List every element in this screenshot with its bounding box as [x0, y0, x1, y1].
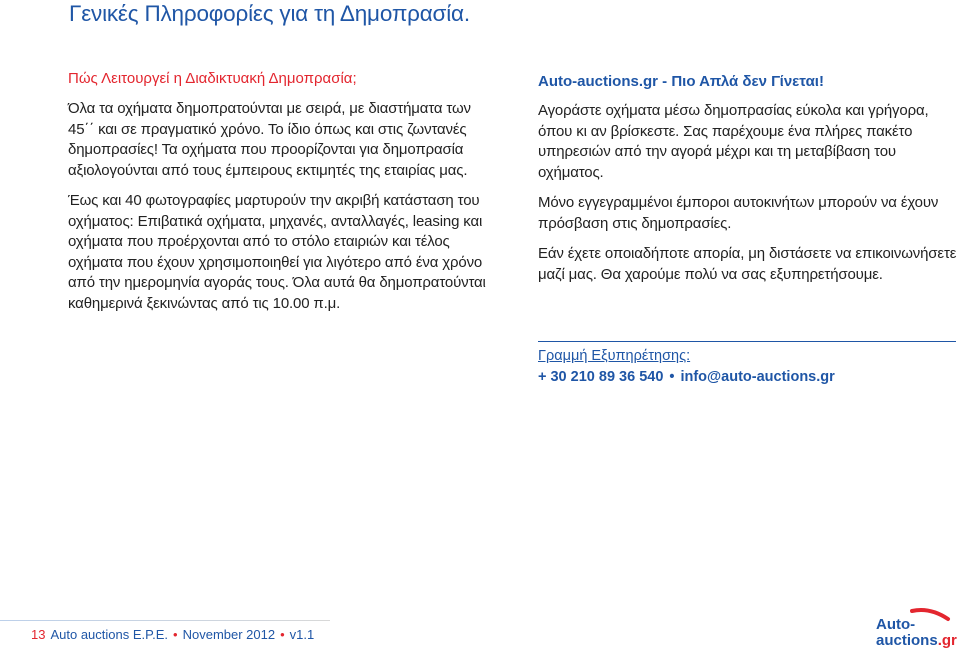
service-contact — [538, 367, 956, 387]
auto-auctions-logo — [872, 607, 957, 655]
right-paragraph-2: Μόνο εγγεγραμμένοι έμποροι αυτοκινήτων μπορούν να έχουν πρόσβαση στις δημοπρασίες. — [538, 194, 939, 232]
page-number: 13 — [31, 627, 46, 642]
right-column — [538, 73, 958, 295]
footer-bullet-2: • — [280, 627, 285, 642]
separator-dot: • — [669, 369, 675, 385]
right-paragraph-1: Αγοράστε οχήματα μέσω δημοπρασίας εύκολα και γρήγορα, όπου κι αν βρίσκεστε. Σας παρέχουμε ένα πλήρες πακέτο υπηρεσιών από την αγορά μέχρι και τη μεταβίβαση του οχήματος. — [538, 102, 929, 181]
auto-auctions-heading: Auto-auctions.gr - Πιο Απλά δεν Γίνεται! — [538, 73, 824, 90]
left-paragraph-1: Όλα τα οχήματα δημοπρατούνται με σειρά, με διαστήματα των 45΄΄ και σε πραγματικό χρόνο. Το ίδιο όπως και στις ζωντανές δημοπρασίες! Τα οχήματα που προορίζονται για δημοπρασία αξιολογούνται από τους έμπειρους εκτιμητές της εταιρίας μας. — [68, 100, 471, 179]
footer-divider — [0, 620, 330, 621]
logo-text-line2 — [876, 632, 957, 649]
phone-number[interactable]: + 30 210 89 36 540 — [538, 369, 664, 385]
page-title: Γενικές Πληροφορίες για τη Δημοπρασία. — [69, 1, 470, 26]
customer-service-box — [538, 341, 956, 387]
footer-date: November 2012 — [182, 627, 276, 642]
right-paragraph-3: Εάν έχετε οποιαδήποτε απορία, μη διστάσετε να επικοινωνήσετε μαζί μας. Θα χαρούμε πολύ να σας εξυπηρετήσουμε. — [538, 245, 957, 283]
footer-company: Auto auctions E.P.E. — [50, 627, 169, 642]
left-column — [68, 70, 498, 324]
logo-swoosh — [912, 610, 948, 619]
email-link[interactable]: info@auto-auctions.gr — [680, 369, 835, 385]
footer-bullet-1: • — [173, 627, 178, 642]
logo-text-gr: .gr — [937, 632, 957, 649]
service-line-label: Γραμμή Εξυπηρέτησης: — [538, 348, 691, 364]
footer-version: v1.1 — [289, 627, 315, 642]
left-paragraph-2: Έως και 40 φωτογραφίες μαρτυρούν την ακριβή κατάσταση του οχήματος: Επιβατικά οχήματα, μηχανές, ανταλλαγές, leasing και οχήματα που προέρχονται από το στόλο εταιριών και τέλος οχήματα που έχουν χρησιμοποιηθεί για λιγότερο από ένα χρόνο από την ημερομηνία αγοράς τους. Όλα αυτά θα δημοπρατούνται καθημερινά ξεκινώντας από τις 10.00 π.μ. — [68, 192, 486, 312]
how-it-works-heading: Πώς Λειτουργεί η Διαδικτυακή Δημοπρασία; — [68, 70, 357, 87]
logo-text-auctions: auctions — [876, 632, 938, 649]
logo-text-line1: Auto- — [876, 616, 916, 633]
footer — [31, 627, 314, 642]
